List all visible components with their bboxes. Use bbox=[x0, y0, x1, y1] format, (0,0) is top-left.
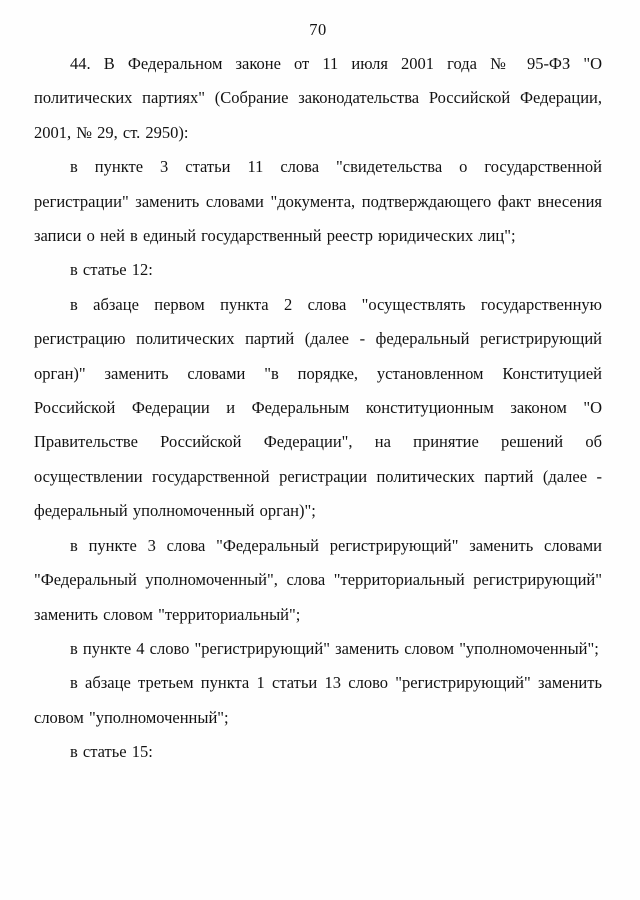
paragraph-article11-point3: в пункте 3 статьи 11 слова "свидетельства о государственной регистрации" заменить словами "документа, подтверждающего факт внесения записи о ней в единый государственный реестр юридических лиц"; bbox=[34, 157, 602, 246]
paragraph-article12-heading: в статье 12: bbox=[70, 260, 153, 280]
paragraph-article12-point4: в пункте 4 слово "регистрирующий" заменить словом "уполномоченный"; bbox=[70, 638, 599, 658]
paragraph-article12-point3: в пункте 3 слова "Федеральный регистрирующий" заменить словами "Федеральный уполномоченный", слова "территориальный регистрирующий" заменить словом "территориальный"; bbox=[34, 535, 602, 624]
paragraph-law-intro: 44. В Федеральном законе от 11 июля 2001 года № 95-ФЗ "О политических партиях" (Собрание законодательства Российской Федерации, 2001, № 29, ст. 2950): bbox=[34, 54, 602, 142]
paragraph-article12-point2: в абзаце первом пункта 2 слова "осуществлять государственную регистрацию политических партий (далее - федеральный регистрирующий орган)" заменить словами "в порядке, установленном Конституцией Российской Федерации и Федеральным конституционным законом "О Правительстве Российской Федерации", на принятие решений об осуществлении государственной регистрации политических партий (далее - федеральный уполномоченный орган)"; bbox=[34, 294, 602, 521]
document-body bbox=[34, 47, 602, 770]
paragraph-article13-point1: в абзаце третьем пункта 1 статьи 13 слово "регистрирующий" заменить словом "уполномоченный"; bbox=[34, 673, 602, 727]
page-number: 70 bbox=[309, 20, 327, 39]
paragraph-article15-heading: в статье 15: bbox=[70, 742, 153, 762]
